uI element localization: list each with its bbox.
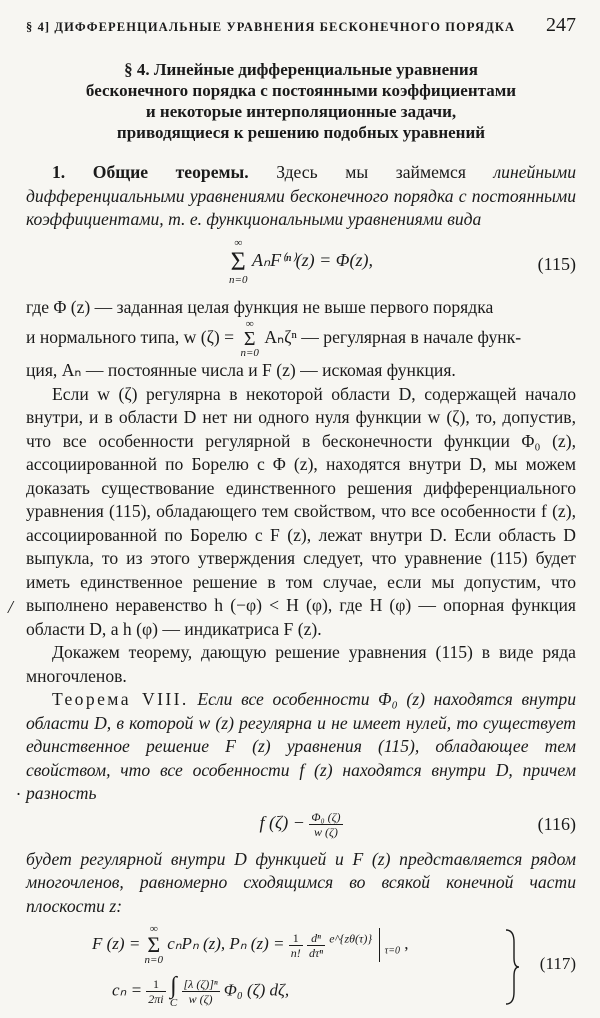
sum-upper: ∞ xyxy=(234,236,243,249)
theorem-viii xyxy=(26,688,576,806)
fraction-numerator: Φ₀ (ζ) xyxy=(311,809,341,824)
sum-lower: n=0 xyxy=(240,347,259,359)
sum-lower: n=0 xyxy=(229,273,248,286)
theorem-text: Если все особенности Φ₀ (z) находятся внутри области D, в которой w (z) регулярна и не имеет нулей, то существует единственное решение F (z) уравнения (115), обладающее тем свойством, что все особенности f (z) находятся внутри D, причем разность xyxy=(26,689,577,803)
sum-upper: ∞ xyxy=(245,318,254,330)
equation-number: (117) xyxy=(539,954,576,973)
running-header xyxy=(26,14,576,37)
fraction-numerator: [λ (ζ)]ⁿ xyxy=(183,977,218,991)
eq117-line-2 xyxy=(112,974,289,1009)
eq117-series: cₙPₙ (z), Pₙ (z) = xyxy=(167,933,285,953)
eq117-integrand: Φ₀ (ζ) dζ, xyxy=(223,980,290,1000)
integral-contour: C xyxy=(169,997,178,1009)
margin-mark: · xyxy=(16,784,21,804)
fraction-denominator: w (ζ) xyxy=(188,992,213,1006)
margin-mark: / xyxy=(8,597,14,617)
equation-body: AₙF⁽ⁿ⁾(z) = Φ(z), xyxy=(251,249,373,270)
paragraph-prove: Докажем теорему, дающую решение уравнения (115) в виде ряда многочленов. xyxy=(26,642,576,686)
fraction xyxy=(309,810,342,839)
paragraph-intro xyxy=(26,161,576,232)
theorem-label: Теорема VIII. xyxy=(52,689,189,709)
paragraph-definitions-line3 xyxy=(26,359,576,383)
eq116-lhs: f (ζ) − xyxy=(259,812,305,833)
page-number: 247 xyxy=(546,14,576,36)
equation-116 xyxy=(26,806,576,848)
evaluation-subscript: τ=0 xyxy=(384,945,400,957)
eq117-line-1: F (z) = ∞ Σ n=0 cₙPₙ (z), Pₙ (z) = $\frac{1}{n!}$ $\frac{\text{dⁿ}}{\text{dτⁿ}}$ $^{e\^{}\{z\theta(\tau)\}}$ $_{\tau=0}$ , xyxy=(92,923,409,966)
equation-number: (116) xyxy=(537,813,576,834)
paragraph-definitions xyxy=(26,296,576,320)
eq117-F: F (z) = xyxy=(92,933,141,953)
sum-symbol-inline: ∞ Σ n=0 xyxy=(240,318,259,359)
fraction-numerator: 1 xyxy=(289,931,303,946)
sum-symbol: ∞ Σ n=0 xyxy=(144,923,163,966)
eq117-c: cₙ = xyxy=(112,980,143,1000)
fraction-numerator: dⁿ xyxy=(307,931,325,946)
def-line-3: ция, Aₙ — постоянные числа и F (z) — искомая функция. xyxy=(26,360,456,380)
equation-115 xyxy=(26,232,576,296)
fraction-numerator: 1 xyxy=(146,977,165,992)
sum-lower: n=0 xyxy=(144,954,163,966)
def-line-2a: и нормального типа, w (ζ) = xyxy=(26,327,235,348)
section-title-line: приводящиеся к решению подобных уравнений xyxy=(116,123,486,142)
fraction xyxy=(289,931,303,960)
eq117-exponential: e^{zθ(τ)} xyxy=(329,931,373,946)
fraction xyxy=(146,977,165,1006)
intro-italic: линейными дифференциальными уравнениями бесконечного порядка с постоянными коэффициентами, т. е. функциональными уравнениями вида xyxy=(26,162,576,229)
page xyxy=(26,14,576,1018)
equation-117 xyxy=(26,924,576,1018)
sum-symbol: ∞ Σ n=0 xyxy=(229,236,248,286)
fraction xyxy=(182,977,220,1006)
def-line-2b: Aₙζⁿ — регулярная в начале функ- xyxy=(264,327,522,348)
fraction-denominator: 2πi xyxy=(148,992,164,1006)
fraction xyxy=(307,931,325,960)
sum-upper: ∞ xyxy=(149,923,158,935)
section-title-line: бесконечного порядка с постоянными коэффициентами xyxy=(85,81,517,100)
fraction-denominator: dτⁿ xyxy=(308,945,324,960)
def-line-1: где Φ (z) — заданная целая функция не выше первого порядка xyxy=(26,296,494,317)
fraction-denominator: n! xyxy=(290,945,301,960)
evaluation-bar xyxy=(379,928,380,962)
section-title-line: и некоторые интерполяционные задачи, xyxy=(145,102,457,121)
paragraph-conclusion: будет регулярной внутри D функцией и F (z) представляется рядом многочленов, равномерно сходящимся во всякой конечной части плоскости z: xyxy=(26,848,576,916)
right-brace xyxy=(504,928,520,1006)
running-title: § 4] ДИФФЕРЕНЦИАЛЬНЫЕ УРАВНЕНИЯ БЕСКОНЕЧНОГО ПОРЯДКА xyxy=(26,20,516,34)
equation-number: (115) xyxy=(537,253,576,274)
paragraph-definitions-line2 xyxy=(26,319,576,359)
subsection-heading: 1. Общие теоремы. xyxy=(52,162,249,182)
section-title xyxy=(26,59,576,143)
paragraph-main: Если w (ζ) регулярна в некоторой области D, содержащей начало внутри, и в области D нет ни одного нуля функции w (ζ), то, допустив, что все особенности регулярной в бесконечности функции Φ₀ (z), ассоциированной по Борелю с Φ (z), находятся внутри D, мы можем доказать существование единственного решения дифференциального уравнения (115), обладающего тем свойством, что все особенности f (z), ассоциированной по Борелю с F (z), лежат внутри D. Если область D выпукла, то из этого утверждения следует, что уравнение (115) будет иметь единственное решение в том случае, если мы допустим, что выполнено неравенство h (−φ) < H (φ), где H (φ) — опорная функция области D, а h (φ) — индикатриса F (z). xyxy=(26,383,576,639)
intro-text: Здесь мы займемся xyxy=(248,162,494,182)
integral-symbol: ∫ C xyxy=(169,973,178,1009)
fraction-denominator: w (ζ) xyxy=(314,824,338,839)
section-title-line: § 4. Линейные дифференциальные уравнения xyxy=(124,60,478,79)
